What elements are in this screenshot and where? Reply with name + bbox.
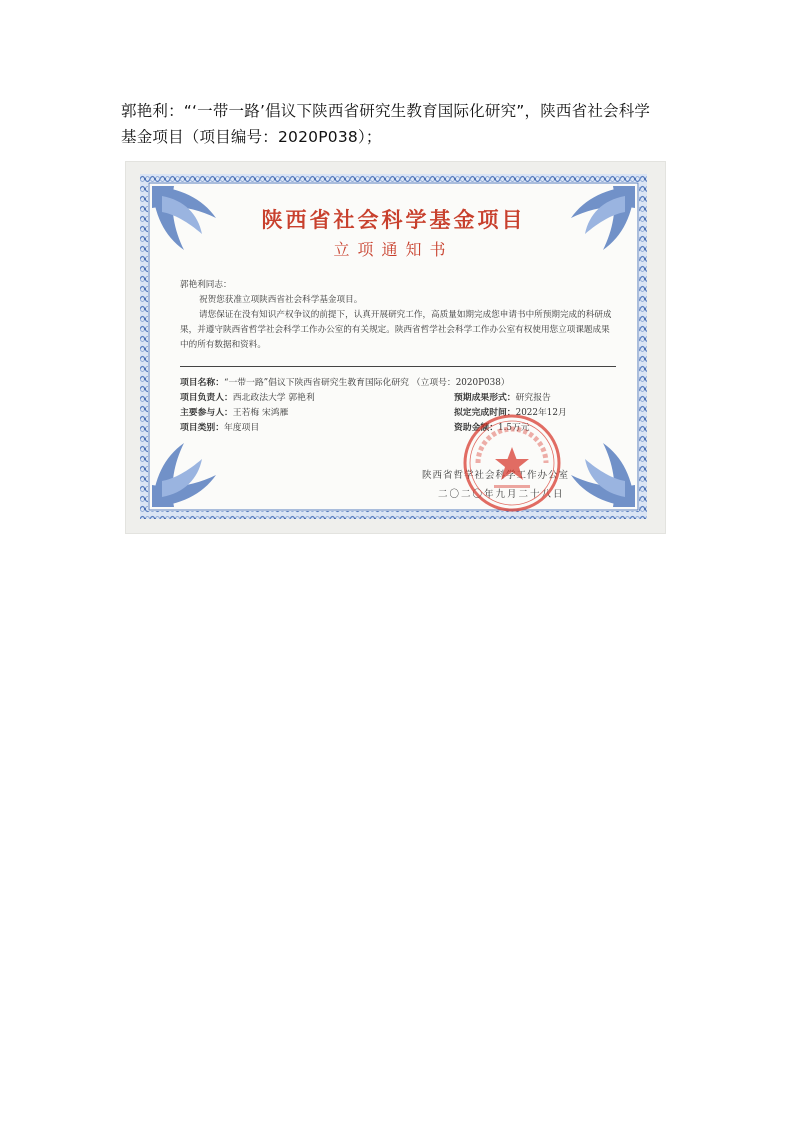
participants-label: 主要参与人： <box>180 408 233 418</box>
intro-paragraph <box>121 98 681 150</box>
salutation: 郭艳利同志： <box>180 280 232 290</box>
outcome-field <box>454 390 551 403</box>
certificate-subtitle: 立项通知书 <box>333 240 454 259</box>
issue-date: 二〇二〇年九月二十八日 <box>438 489 565 500</box>
project-name-label: 项目名称： <box>180 378 224 388</box>
corner-ornament-bl <box>152 443 216 507</box>
corner-ornament-br <box>571 443 635 507</box>
leader-value: 西北政法大学 郭艳利 <box>232 393 315 403</box>
certificate-title: 陕西省社会科学基金项目 <box>261 207 526 232</box>
participants-field <box>180 405 288 418</box>
obligation-paragraph: 请您保证在没有知识产权争议的前提下，认真开展研究工作，高质量如期完成您申请书中所预期完成的科研成果，并遵守陕西省哲学社会科学工作办公室的有关规定。陕西省哲学社会科学工作办公室有权使用您立项课题成果中的所有数据和资料。 <box>180 310 612 350</box>
leader-field <box>180 390 315 403</box>
intro-line-1: 郭艳利：“‘一带一路’倡议下陕西省研究生教育国际化研究”，陕西省社会科学 <box>121 102 651 120</box>
outcome-label: 预期成果形式： <box>454 393 516 403</box>
official-seal-icon <box>460 411 564 515</box>
funding-label: 资助金额： <box>454 423 498 433</box>
leader-label: 项目负责人： <box>180 393 233 403</box>
participants-value: 王若梅 宋鸿雁 <box>232 408 289 418</box>
intro-line-2: 基金项目（项目编号：2020P038）； <box>121 128 382 146</box>
congratulation-paragraph: 祝贺您获准立项陕西省社会科学基金项目。 <box>199 295 363 305</box>
divider <box>180 366 616 367</box>
deadline-value: 2022年12月 <box>515 408 567 418</box>
project-name-value: “一带一路”倡议下陕西省研究生教育国际化研究 （立项号：2020P038） <box>224 378 510 388</box>
certificate <box>140 174 647 519</box>
certificate-scan <box>126 162 665 533</box>
category-field <box>180 420 259 433</box>
certificate-body <box>180 278 616 353</box>
project-name-field <box>180 375 510 388</box>
funding-value: 1.5万元 <box>498 423 530 433</box>
outcome-value: 研究报告 <box>515 393 551 403</box>
deadline-label: 拟定完成时间： <box>454 408 516 418</box>
issuer-name: 陕西省哲学社会科学工作办公室 <box>422 470 570 481</box>
category-value: 年度项目 <box>224 423 260 433</box>
category-label: 项目类别： <box>180 423 224 433</box>
